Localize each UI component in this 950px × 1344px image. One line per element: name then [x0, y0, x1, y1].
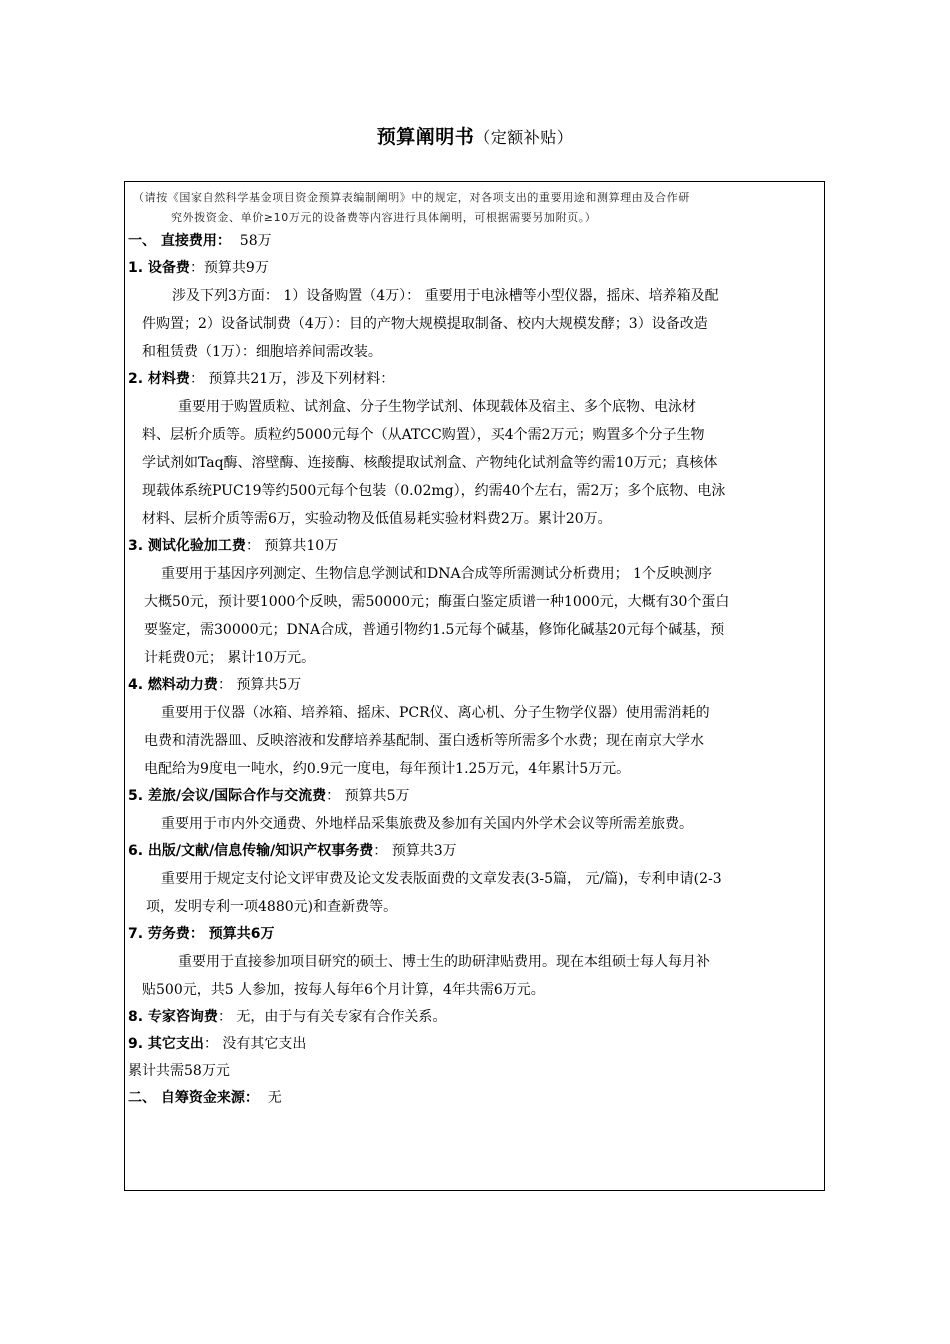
item6-heading: 6. 出版/文献/信息传输/知识产权事务费: [128, 843, 374, 859]
item3-paragraph: [128, 560, 820, 672]
budget-content: [125, 228, 824, 1112]
item7-line: 贴500元，共5 人参加，按每人每年6个月计算，4年共需6万元。: [142, 982, 545, 998]
item7-paragraph: [128, 948, 820, 1004]
item8-text: ： 无，由于与有关专家有合作关系。: [217, 1009, 447, 1025]
item1-heading-row: [128, 255, 820, 282]
section2-row: [128, 1085, 820, 1112]
instruction-note: [125, 182, 824, 228]
budget-table: [124, 181, 825, 1191]
item9-heading: 9. 其它支出: [128, 1036, 204, 1052]
item8-row: [128, 1004, 820, 1031]
item4-heading: 4. 燃料动力费: [128, 677, 218, 693]
item6-heading-row: [128, 838, 820, 865]
item3-line: 要鉴定，需30000元；DNA合成，普通引物约1.5元每个碱基，修饰化碱基20元每个碱基，预: [144, 622, 725, 638]
section2-value: 无: [267, 1090, 282, 1106]
item7-heading-row: [128, 921, 820, 948]
item2-heading: 2. 材料费: [128, 371, 190, 387]
item4-line: 电配给为9度电一吨水，约0.9元一度电，每年预计1.25万元，4年累计5万元。: [144, 761, 631, 777]
item3-heading-row: [128, 533, 820, 560]
document-title: [0, 122, 950, 149]
item1-line: 和租赁费（1万）：细胞培养间需改装。: [142, 344, 382, 360]
item8-heading: 8. 专家咨询费: [128, 1009, 218, 1025]
item2-line: 学试剂如Taq酶、溶壁酶、连接酶、核酸提取试剂盒、产物纯化试剂盒等约需10万元；真核体: [142, 455, 718, 471]
item6-line: 重要用于规定支付论文评审费及论文发表版面费的文章发表(3-5篇， 元/篇)，专利申请(2-3: [161, 871, 722, 887]
item2-heading-row: [128, 366, 820, 393]
section1-heading: 一、 直接费用：: [128, 233, 231, 249]
item2-line: 重要用于购置质粒、试剂盒、分子生物学试剂、体现载体及宿主、多个底物、电泳材: [178, 399, 696, 415]
item4-paragraph: [128, 699, 820, 783]
item5-heading-row: [128, 783, 820, 810]
item2-budget: ： 预算共21万，涉及下列材料：: [189, 371, 395, 387]
item9-row: [128, 1031, 820, 1058]
item5-budget: ： 预算共5万: [326, 788, 410, 804]
item4-budget: ： 预算共5万: [217, 677, 302, 693]
item3-heading: 3. 测试化验加工费: [128, 538, 246, 554]
item4-heading-row: [128, 672, 820, 699]
note-line-1: （请按《国家自然科学基金项目资金预算表编制阐明》中的规定，对各项支出的重要用途和测算理由及合作研: [133, 191, 690, 204]
item6-budget: ： 预算共3万: [373, 843, 457, 859]
item2-line: 材料、层析介质等需6万，实验动物及低值易耗实验材料费2万。累计20万。: [142, 511, 612, 527]
item4-line: 重要用于仪器（冰箱、培养箱、摇床、PCR仪、离心机、分子生物学仪器）使用需消耗的: [161, 705, 710, 721]
item5-paragraph: [128, 810, 820, 838]
item9-text: ： 没有其它支出: [203, 1036, 307, 1052]
item3-line: 重要用于基因序列测定、生物信息学测试和DNA合成等所需测试分析费用； 1个反映测序: [161, 566, 712, 582]
item1-line: 件购置；2）设备试制费（4万）：目的产物大规模提取制备、校内大规模发酵；3）设备改造: [142, 316, 708, 332]
total-text: 累计共需58万元: [128, 1063, 230, 1079]
item7-line: 重要用于直接参加项目研究的硕士、博士生的助研津贴费用。现在本组硕士每人每月补: [178, 954, 710, 970]
title-main: 预算阐明书: [376, 126, 475, 148]
item2-paragraph: [128, 393, 820, 533]
item7-heading: 7. 劳务费： 预算共6万: [128, 926, 275, 942]
item6-paragraph: [128, 865, 820, 921]
item3-budget: ： 预算共10万: [245, 538, 339, 554]
item2-line: 料、层析介质等。质粒约5000元每个（从ATCC购置），买4个需2万元；购置多个分子生物: [142, 427, 705, 443]
item3-line: 大概50元，预计要1000个反映，需50000元；酶蛋白鉴定质谱一种1000元，大概有30个蛋白: [144, 594, 730, 610]
section1-row: [128, 228, 820, 255]
section1-amount: 58万: [239, 233, 272, 249]
section2-heading: 二、 自筹资金来源：: [128, 1090, 259, 1106]
note-line-2: 究外拨资金、单价≥10万元的设备费等内容进行具体阐明，可根据需要另加附页。）: [171, 211, 597, 224]
total-row: [128, 1058, 820, 1085]
item1-line: 涉及下列3方面： 1）设备购置（4万）： 重要用于电泳槽等小型仪器，摇床、培养箱及配: [172, 288, 719, 304]
item6-line: 项，发明专利一项4880元)和查新费等。: [146, 899, 398, 915]
item5-heading: 5. 差旅/会议/国际合作与交流费: [128, 788, 327, 804]
item3-line: 计耗费0元； 累计10万元。: [144, 650, 316, 666]
item5-line: 重要用于市内外交通费、外地样品采集旅费及参加有关国内外学术会议等所需差旅费。: [161, 816, 693, 832]
title-sub: （定额补贴）: [474, 128, 574, 147]
item4-line: 电费和清洗器皿、反映溶液和发酵培养基配制、蛋白透析等所需多个水费；现在南京大学水: [144, 733, 704, 749]
item2-line: 现载体系统PUC19等约500元每个包装（0.02mg），约需40个左右，需2万；多个底物、电泳: [142, 483, 726, 499]
item1-budget: ：预算共9万: [189, 260, 269, 276]
item1-paragraph: [128, 282, 820, 366]
item1-heading: 1. 设备费: [128, 260, 190, 276]
